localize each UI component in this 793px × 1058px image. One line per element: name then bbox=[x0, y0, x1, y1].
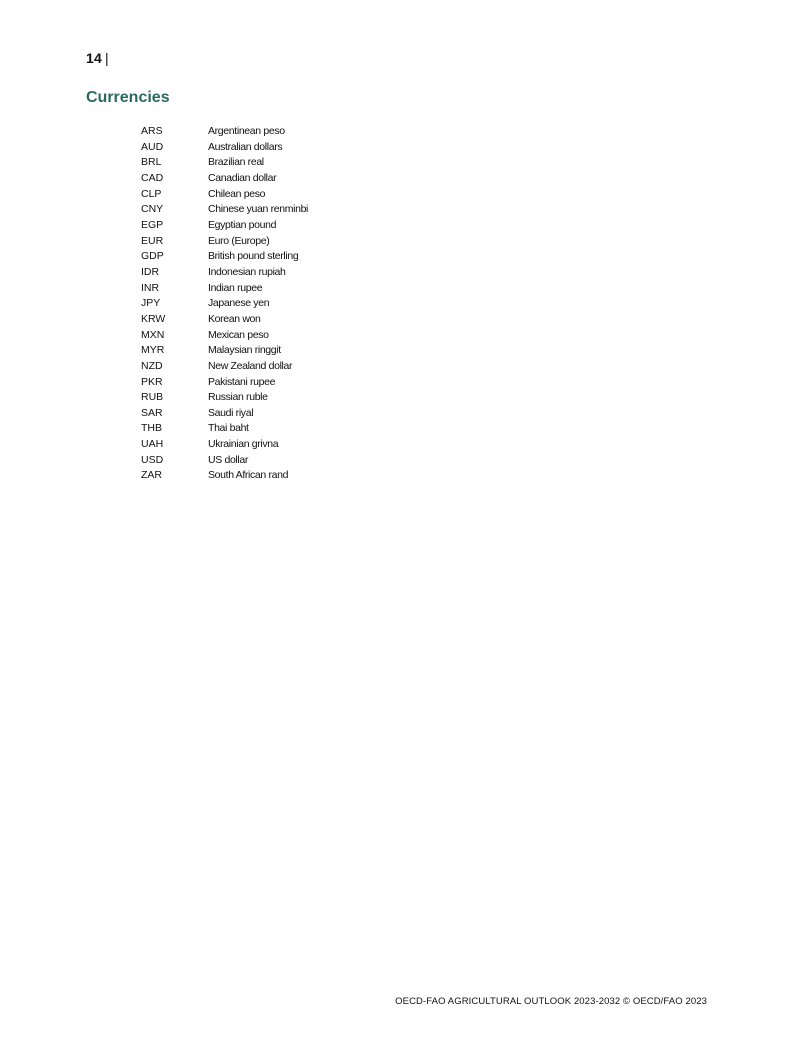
currency-name: Thai baht bbox=[208, 422, 249, 435]
currency-row bbox=[141, 359, 308, 375]
currency-name: Korean won bbox=[208, 312, 261, 325]
currency-code: RUB bbox=[141, 391, 164, 404]
currency-row bbox=[141, 281, 308, 297]
currency-name: Argentinean peso bbox=[208, 125, 285, 137]
currency-code: USD bbox=[141, 453, 164, 466]
currency-name: Malaysian ringgit bbox=[208, 344, 281, 357]
currency-code: KRW bbox=[141, 312, 166, 325]
currency-row bbox=[141, 453, 308, 469]
currency-code: UAH bbox=[141, 438, 164, 451]
currency-code: ZAR bbox=[141, 469, 162, 482]
currency-row bbox=[141, 343, 308, 359]
page-number bbox=[86, 50, 109, 66]
currency-name: Euro (Europe) bbox=[208, 234, 270, 247]
currency-table-body bbox=[141, 124, 308, 484]
currency-row bbox=[141, 312, 308, 328]
currency-row bbox=[141, 234, 308, 250]
currency-row bbox=[141, 421, 308, 437]
currency-row bbox=[141, 296, 308, 312]
currency-name: Australian dollars bbox=[208, 140, 283, 153]
currency-row bbox=[141, 468, 308, 484]
currency-row bbox=[141, 406, 308, 422]
currency-name: Indian rupee bbox=[208, 281, 263, 294]
currency-code: CLP bbox=[141, 187, 162, 200]
currency-code: PKR bbox=[141, 375, 163, 388]
currency-code: AUD bbox=[141, 140, 164, 153]
currency-row bbox=[141, 140, 308, 156]
currency-row bbox=[141, 328, 308, 344]
currency-code: IDR bbox=[141, 265, 160, 278]
currency-name: South African rand bbox=[208, 469, 289, 482]
currency-row bbox=[141, 124, 308, 140]
currency-code: MYR bbox=[141, 344, 165, 357]
currency-row bbox=[141, 155, 308, 171]
currency-code: EUR bbox=[141, 234, 164, 247]
currency-name: British pound sterling bbox=[208, 250, 299, 263]
currency-code: EGP bbox=[141, 218, 164, 231]
currency-name: Mexican peso bbox=[208, 328, 269, 341]
currency-name: Ukrainian grivna bbox=[208, 438, 279, 451]
currency-row bbox=[141, 390, 308, 406]
currency-code: CNY bbox=[141, 203, 164, 216]
currency-row bbox=[141, 437, 308, 453]
currency-table bbox=[141, 124, 308, 484]
page-number-value: 14 bbox=[86, 50, 102, 66]
currency-code: BRL bbox=[141, 156, 162, 169]
currency-code: INR bbox=[141, 281, 160, 294]
currency-row bbox=[141, 171, 308, 187]
currency-row bbox=[141, 375, 308, 391]
currency-name: Saudi riyal bbox=[208, 406, 254, 419]
currency-name: US dollar bbox=[208, 453, 249, 466]
currency-name: Chilean peso bbox=[208, 187, 266, 200]
currency-code: GDP bbox=[141, 250, 164, 263]
currency-name: Chinese yuan renminbi bbox=[208, 203, 309, 216]
currency-code: SAR bbox=[141, 406, 163, 419]
footer-copyright: OECD-FAO AGRICULTURAL OUTLOOK 2023-2032 © OECD/FAO 2023 bbox=[395, 996, 707, 1007]
page-number-separator: | bbox=[104, 50, 109, 66]
currency-row bbox=[141, 218, 308, 234]
currency-code: ARS bbox=[141, 125, 163, 137]
currency-name: Indonesian rupiah bbox=[208, 265, 286, 278]
currency-code: NZD bbox=[141, 359, 163, 372]
currency-name: Russian ruble bbox=[208, 391, 268, 404]
currency-name: Brazilian real bbox=[208, 156, 264, 169]
currency-name: Canadian dollar bbox=[208, 171, 277, 184]
currency-row bbox=[141, 202, 308, 218]
currency-code: MXN bbox=[141, 328, 165, 341]
currency-name: Pakistani rupee bbox=[208, 375, 276, 388]
currency-code: CAD bbox=[141, 171, 164, 184]
currency-row bbox=[141, 187, 308, 203]
currency-name: Egyptian pound bbox=[208, 218, 277, 231]
section-title: Currencies bbox=[86, 89, 170, 106]
currency-name: New Zealand dollar bbox=[208, 359, 293, 372]
currency-row bbox=[141, 249, 308, 265]
currency-name: Japanese yen bbox=[208, 297, 270, 310]
currency-code: JPY bbox=[141, 297, 161, 310]
currency-row bbox=[141, 265, 308, 281]
currency-code: THB bbox=[141, 422, 162, 435]
